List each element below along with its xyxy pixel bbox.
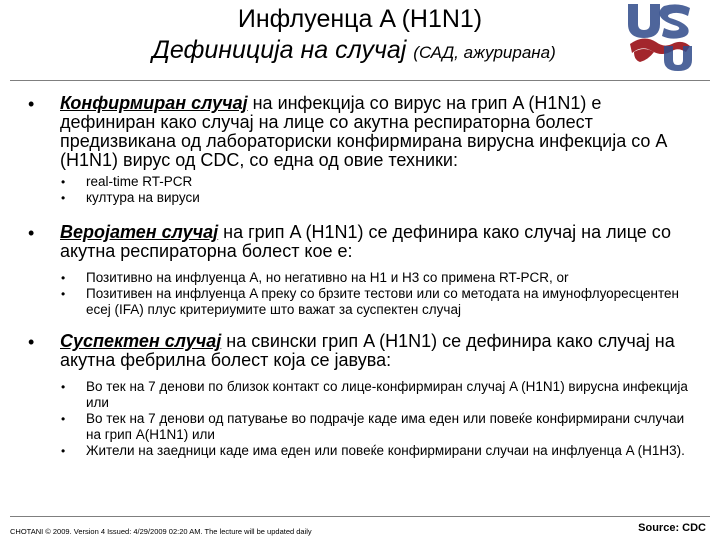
- sub-item: • Позитивен на инфлуенца A преку со брзите тестови или со методата на имунофлуоресцентен есеј (IFA) плус критериумите што важат за суспектен случај: [61, 286, 679, 317]
- sub-item-text: Во тек на 7 денови од патување во подрачје каде има еден или повеќе конфирмирани счлучаи на грип A(H1N1) или: [86, 411, 685, 442]
- title-line-2: [0, 34, 720, 69]
- bullet-marker: •: [28, 223, 35, 243]
- sub-item-text: култура на вируси: [86, 190, 200, 205]
- bullet-text: [60, 223, 698, 261]
- slide-title: [0, 4, 720, 69]
- definition-confirmed: на инфекција со вирус на грип A (H1N1) е дефиниран како случај на лице со акутна респираторна болест предизвикана од лабораториски конфирмирана вирусна инфекција со A (H1N1) вирус од CDC, со една од овие техники:: [60, 93, 667, 170]
- bullet-marker: •: [28, 332, 35, 352]
- sub-item-text: Во тек на 7 денови по близок контакт со лице-конфирмиран случај A (H1N1) вирусна инфекција или: [86, 379, 688, 410]
- sub-list-confirmed: [60, 174, 698, 206]
- sub-item: • Во тек на 7 денови од патување во подрачје каде има еден или повеќе конфирмирани счлучаи на грип A(H1N1) или: [61, 411, 685, 442]
- bullet-confirmed-case: [28, 94, 698, 206]
- sub-item: • Позитивно на инфлуенца A, но негативно на H1 и H3 со примена RT-PCR, or: [61, 270, 569, 285]
- term-suspected: Суспектен случај: [60, 331, 222, 351]
- title-main-text: Дефиниција на случај: [152, 36, 407, 64]
- definition-probable: на грип A (H1N1) се дефинира како случај на лице со акутна респираторна болест кое е:: [60, 222, 672, 261]
- bullet-probable-case: [28, 223, 698, 318]
- content-body: [28, 94, 698, 459]
- title-qualifier: (САД, ажурирана): [413, 43, 556, 62]
- spacer: [28, 206, 698, 223]
- copyright-note: CHOTANI © 2009. Version 4 Issued: 4/29/2009 02:20 AM. The lecture will be updated daily: [10, 527, 312, 536]
- header-divider: [10, 80, 710, 81]
- term-probable: Веројатен случај: [60, 222, 219, 242]
- sub-item: • култура на вируси: [61, 190, 200, 205]
- definition-suspected: на свински грип A (H1N1) се дефинира како случај на акутна фебрилна болест која се јавува:: [60, 331, 675, 370]
- sub-list-suspected: [60, 379, 698, 459]
- bullet-text: [60, 94, 698, 170]
- usu-logo-icon: [624, 0, 696, 72]
- sub-item: • Во тек на 7 денови по близок контакт со лице-конфирмиран случај A (H1N1) вирусна инфекција или: [61, 379, 688, 410]
- sub-item-text: real-time RT-PCR: [86, 174, 193, 189]
- title-line-1: Инфлуенца A (H1N1): [237, 5, 483, 33]
- sub-list-probable: [60, 270, 698, 318]
- sub-item: • real-time RT-PCR: [61, 174, 193, 189]
- usu-logo: [624, 0, 696, 72]
- sub-item-text: Жители на заедници каде има еден или повеќе конфирмирани случаи на инфлуенца A (H1H3).: [86, 443, 685, 458]
- bullet-suspected-case: [28, 332, 698, 459]
- source-label: Source: CDC: [638, 522, 706, 534]
- spacer: [28, 318, 698, 332]
- footer-divider: [10, 516, 710, 517]
- term-confirmed: Конфирмиран случај: [60, 93, 248, 113]
- sub-item-text: Позитивно на инфлуенца A, но негативно на H1 и H3 со примена RT-PCR, or: [86, 270, 569, 285]
- bullet-text: [60, 332, 698, 370]
- bullet-marker: •: [28, 94, 35, 114]
- sub-item-text: Позитивен на инфлуенца A преку со брзите тестови или со методата на имунофлуоресцентен есеј (IFA) плус критериумите што важат за суспектен случај: [86, 286, 679, 317]
- sub-item: • Жители на заедници каде има еден или повеќе конфирмирани случаи на инфлуенца A (H1H3).: [61, 443, 685, 458]
